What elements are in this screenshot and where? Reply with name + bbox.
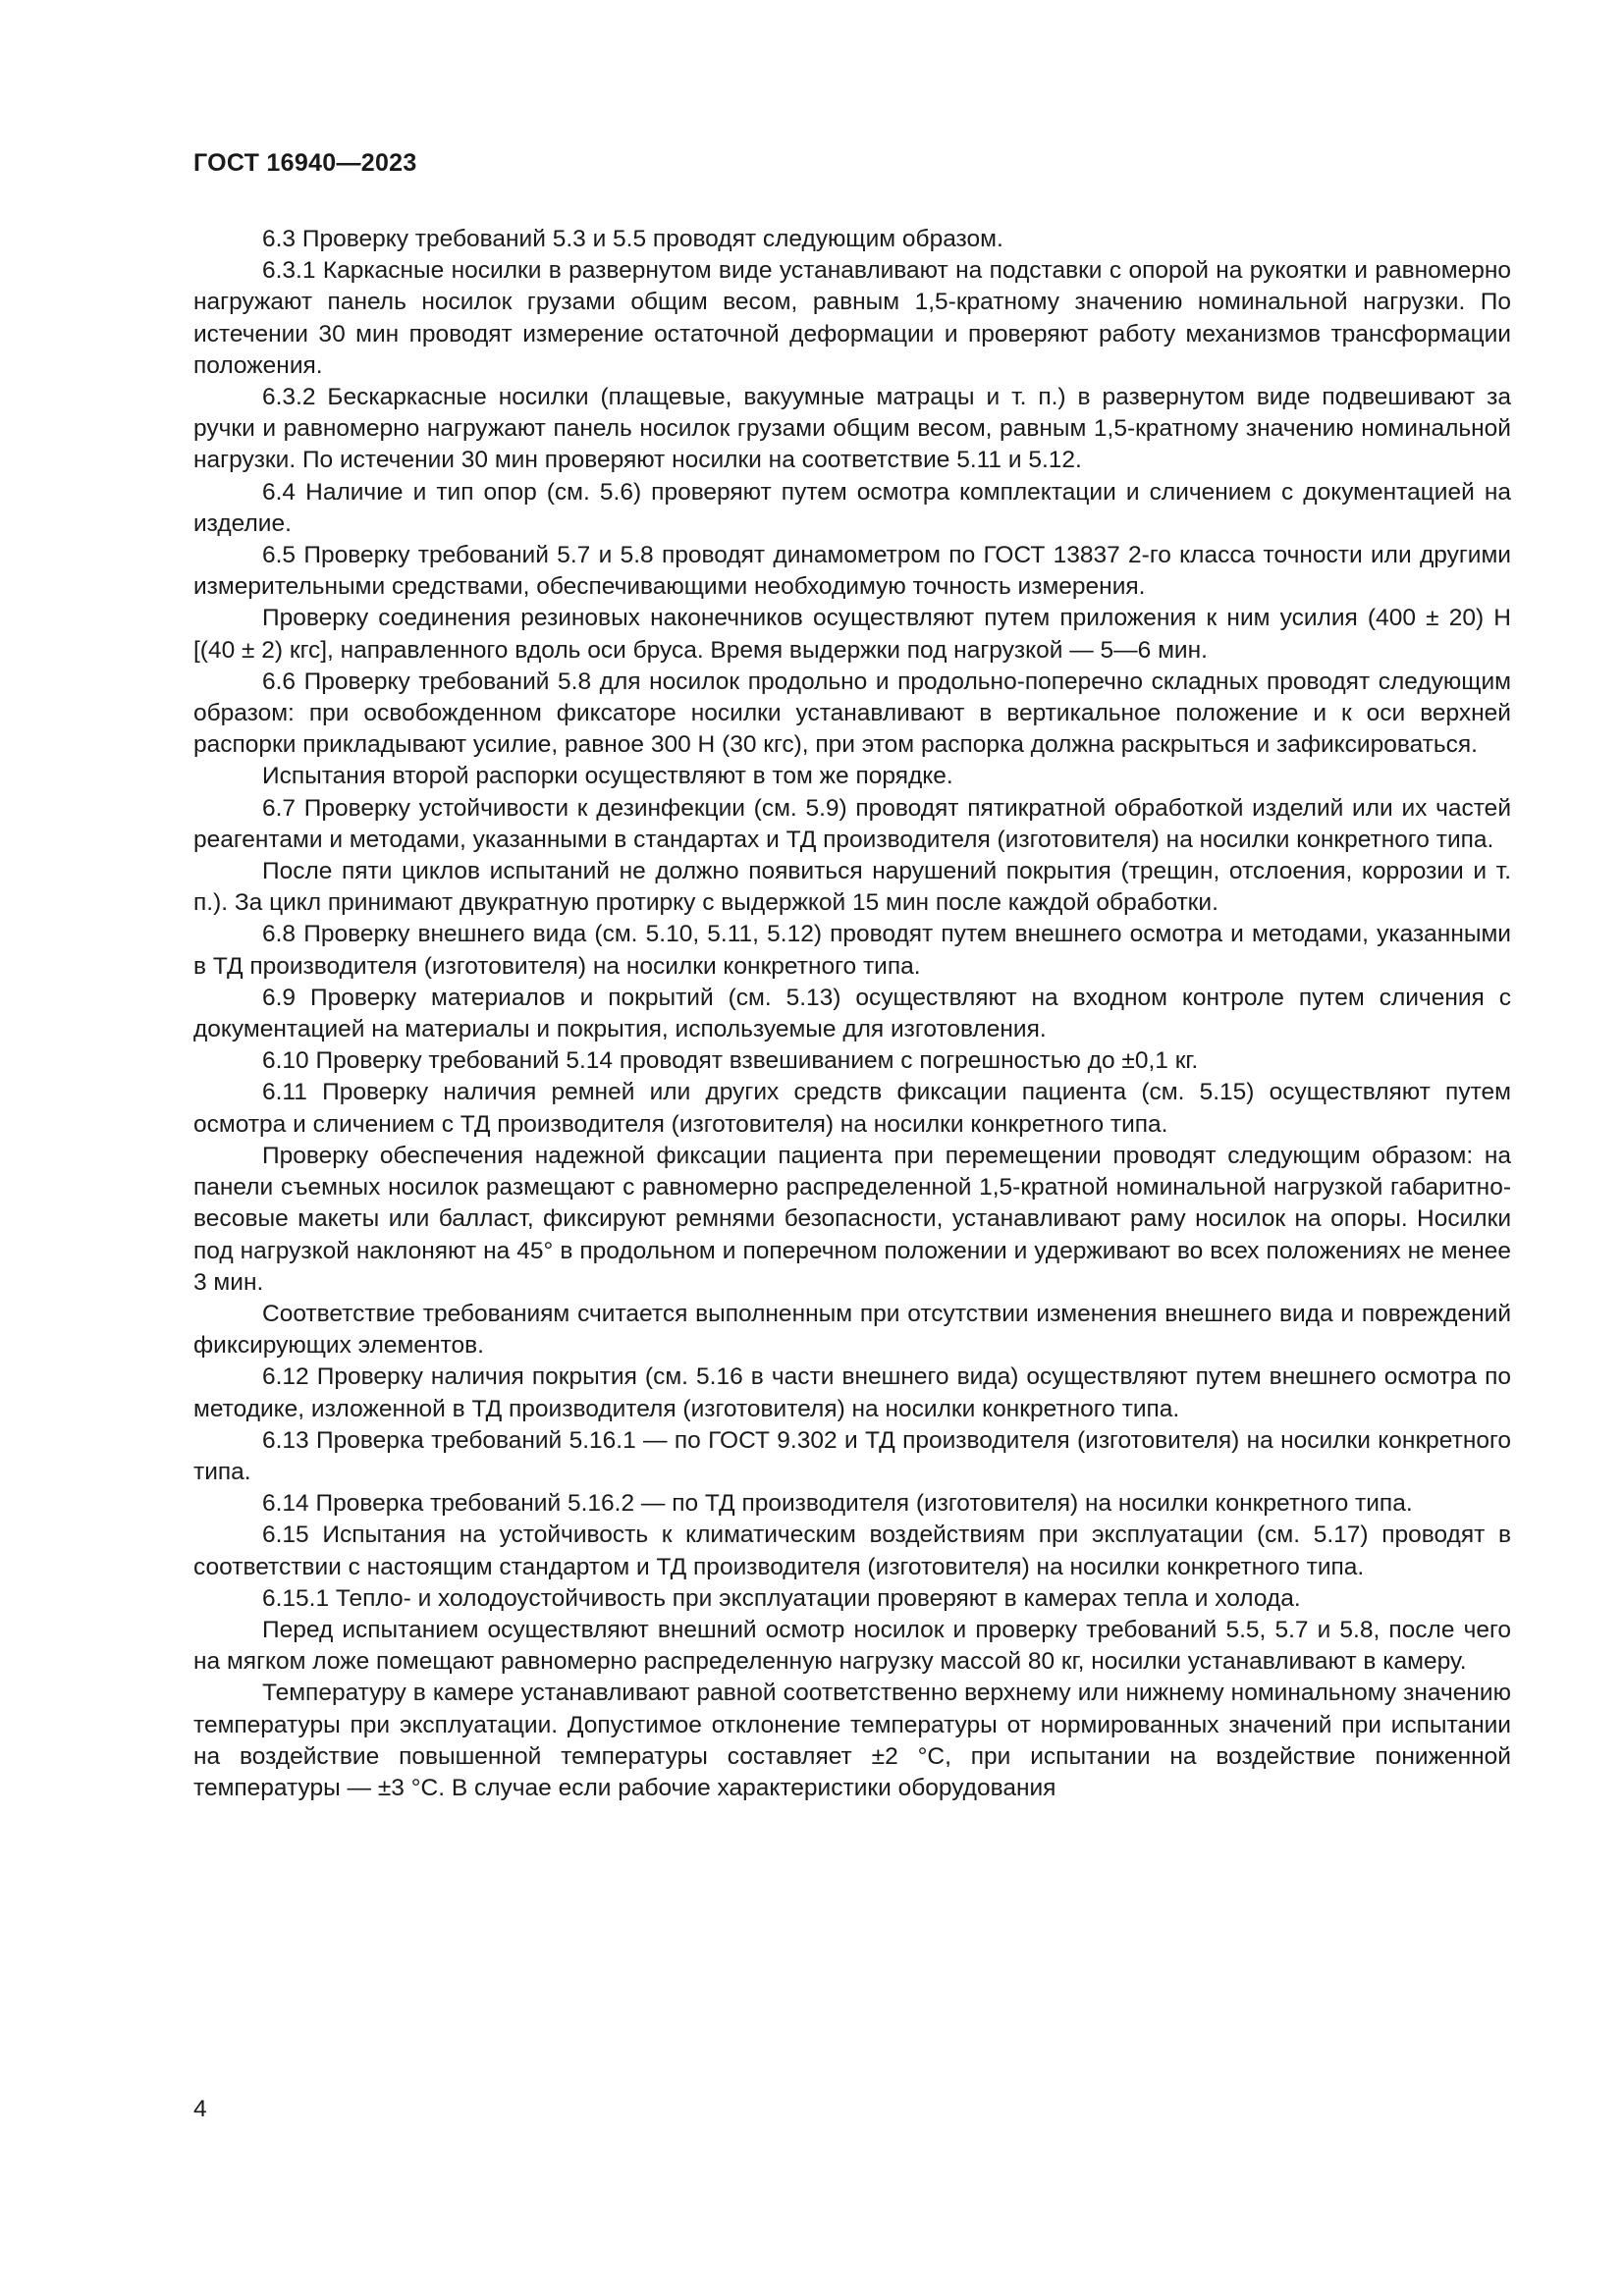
paragraph: 6.15 Испытания на устойчивость к климатическим воздействиям при эксплуатации (см. 5.17) проводят в соответствии с настоящим стандартом и ТД производителя (изготовителя) на носилки конкретного типа. [193, 1522, 1511, 1580]
paragraph: После пяти циклов испытаний не должно появиться нарушений покрытия (трещин, отслоения, коррозии и т. п.). За цикл принимают двукратную протирку с выдержкой 15 мин после каждой обработки. [193, 858, 1511, 917]
paragraph: 6.3.1 Каркасные носилки в развернутом виде устанавливают на подставки с опорой на рукоятки и равномерно нагружают панель носилок грузами общим весом, равным 1,5-кратному значению номинальной нагрузки. По истечении 30 мин проводят измерение остаточной деформации и проверяют работу механизмов трансформации положения. [193, 257, 1511, 379]
paragraph: 6.13 Проверка требований 5.16.1 — по ГОСТ 9.302 и ТД производителя (изготовителя) на носилки конкретного типа. [193, 1426, 1511, 1485]
document-header: ГОСТ 16940—2023 [193, 149, 417, 177]
paragraph: Соответствие требованиям считается выполненным при отсутствии изменения внешнего вида и повреждений фиксирующих элементов. [193, 1300, 1511, 1360]
paragraph: 6.7 Проверку устойчивости к дезинфекции (см. 5.9) проводят пятикратной обработкой изделий или их частей реагентами и методами, указанными в стандартах и ТД производителя (изготовителя) на носилки конкретного типа. [193, 794, 1511, 853]
paragraph: Температуру в камере устанавливают равной соответственно верхнему или нижнему номинальному значению температуры при эксплуатации. Допустимое отклонение температуры от нормированных значений при испытании на воздействие повышенной температуры составляет ±2 °С, при испытании на воздействие пониженной температуры — ±3 °С. В случае если рабочие характеристики оборудования [193, 1680, 1511, 1801]
paragraph: 6.12 Проверку наличия покрытия (см. 5.16 в части внешнего вида) осуществляют путем внешнего осмотра по методике, изложенной в ТД производителя (изготовителя) на носилки конкретного типа. [193, 1363, 1511, 1422]
paragraph: 6.8 Проверку внешнего вида (см. 5.10, 5.11, 5.12) проводят путем внешнего осмотра и методами, указанными в ТД производителя (изготовителя) на носилки конкретного типа. [193, 921, 1511, 980]
page-number: 4 [193, 2096, 207, 2122]
paragraph: 6.3.2 Бескаркасные носилки (плащевые, вакуумные матрацы и т. п.) в развернутом виде подвешивают за ручки и равномерно нагружают панель носилок грузами общим весом, равным 1,5-кратному значению номинальной нагрузки. По истечении 30 мин проверяют носилки на соответствие 5.11 и 5.12. [193, 384, 1511, 474]
paragraph: 6.3 Проверку требований 5.3 и 5.5 проводят следующим образом. [262, 226, 1003, 252]
paragraph: Испытания второй распорки осуществляют в том же порядке. [262, 763, 953, 790]
paragraph: Проверку обеспечения надежной фиксации пациента при перемещении проводят следующим образом: на панели съемных носилок размещают с равномерно распределенной 1,5-кратной номинальной нагрузкой габаритно-весовые макеты или балласт, фиксируют ремнями безопасности, устанавливают раму носилок на опоры. Носилки под нагрузкой наклоняют на 45° в продольном и поперечном положении и удерживают во всех положениях не менее 3 мин. [193, 1142, 1511, 1296]
paragraph: Перед испытанием осуществляют внешний осмотр носилок и проверку требований 5.5, 5.7 и 5.8, после чего на мягком ложе помещают равномерно распределенную нагрузку массой 80 кг, носилки устанавливают в камеру. [193, 1616, 1511, 1676]
paragraph: 6.6 Проверку требований 5.8 для носилок продольно и продольно-поперечно складных проводят следующим образом: при освобожденном фиксаторе носилки устанавливают в вертикальное положение и к оси верхней распорки прикладывают усилие, равное 300 Н (30 кгс), при этом распорка должна раскрыться и зафиксироваться. [193, 667, 1511, 759]
paragraph: 6.14 Проверка требований 5.16.2 — по ТД производителя (изготовителя) на носилки конкретного типа. [262, 1490, 1413, 1518]
paragraph: Проверку соединения резиновых наконечников осуществляют путем приложения к ним усилия (400 ± 20) Н [(40 ± 2) кгс], направленного вдоль оси бруса. Время выдержки под нагрузкой — 5—6 мин. [193, 605, 1511, 664]
document-body [193, 224, 1511, 1804]
paragraph: 6.11 Проверку наличия ремней или других средств фиксации пациента (см. 5.15) осуществляют путем осмотра и сличением с ТД производителя (изготовителя) на носилки конкретного типа. [193, 1079, 1511, 1138]
paragraph: 6.9 Проверку материалов и покрытий (см. 5.13) осуществляют на входном контроле путем сличения с документацией на материалы и покрытия, используемые для изготовления. [193, 984, 1511, 1043]
paragraph: 6.4 Наличие и тип опор (см. 5.6) проверяют путем осмотра комплектации и сличением с документацией на изделие. [193, 478, 1511, 537]
paragraph: 6.15.1 Тепло- и холодоустойчивость при эксплуатации проверяют в камерах тепла и холода. [262, 1584, 1301, 1612]
paragraph: 6.10 Проверку требований 5.14 проводят взвешиванием с погрешностью до ±0,1 кг. [262, 1047, 1199, 1075]
paragraph: 6.5 Проверку требований 5.7 и 5.8 проводят динамометром по ГОСТ 13837 2-го класса точности или другими измерительными средствами, обеспечивающими необходимую точность измерения. [193, 542, 1511, 601]
